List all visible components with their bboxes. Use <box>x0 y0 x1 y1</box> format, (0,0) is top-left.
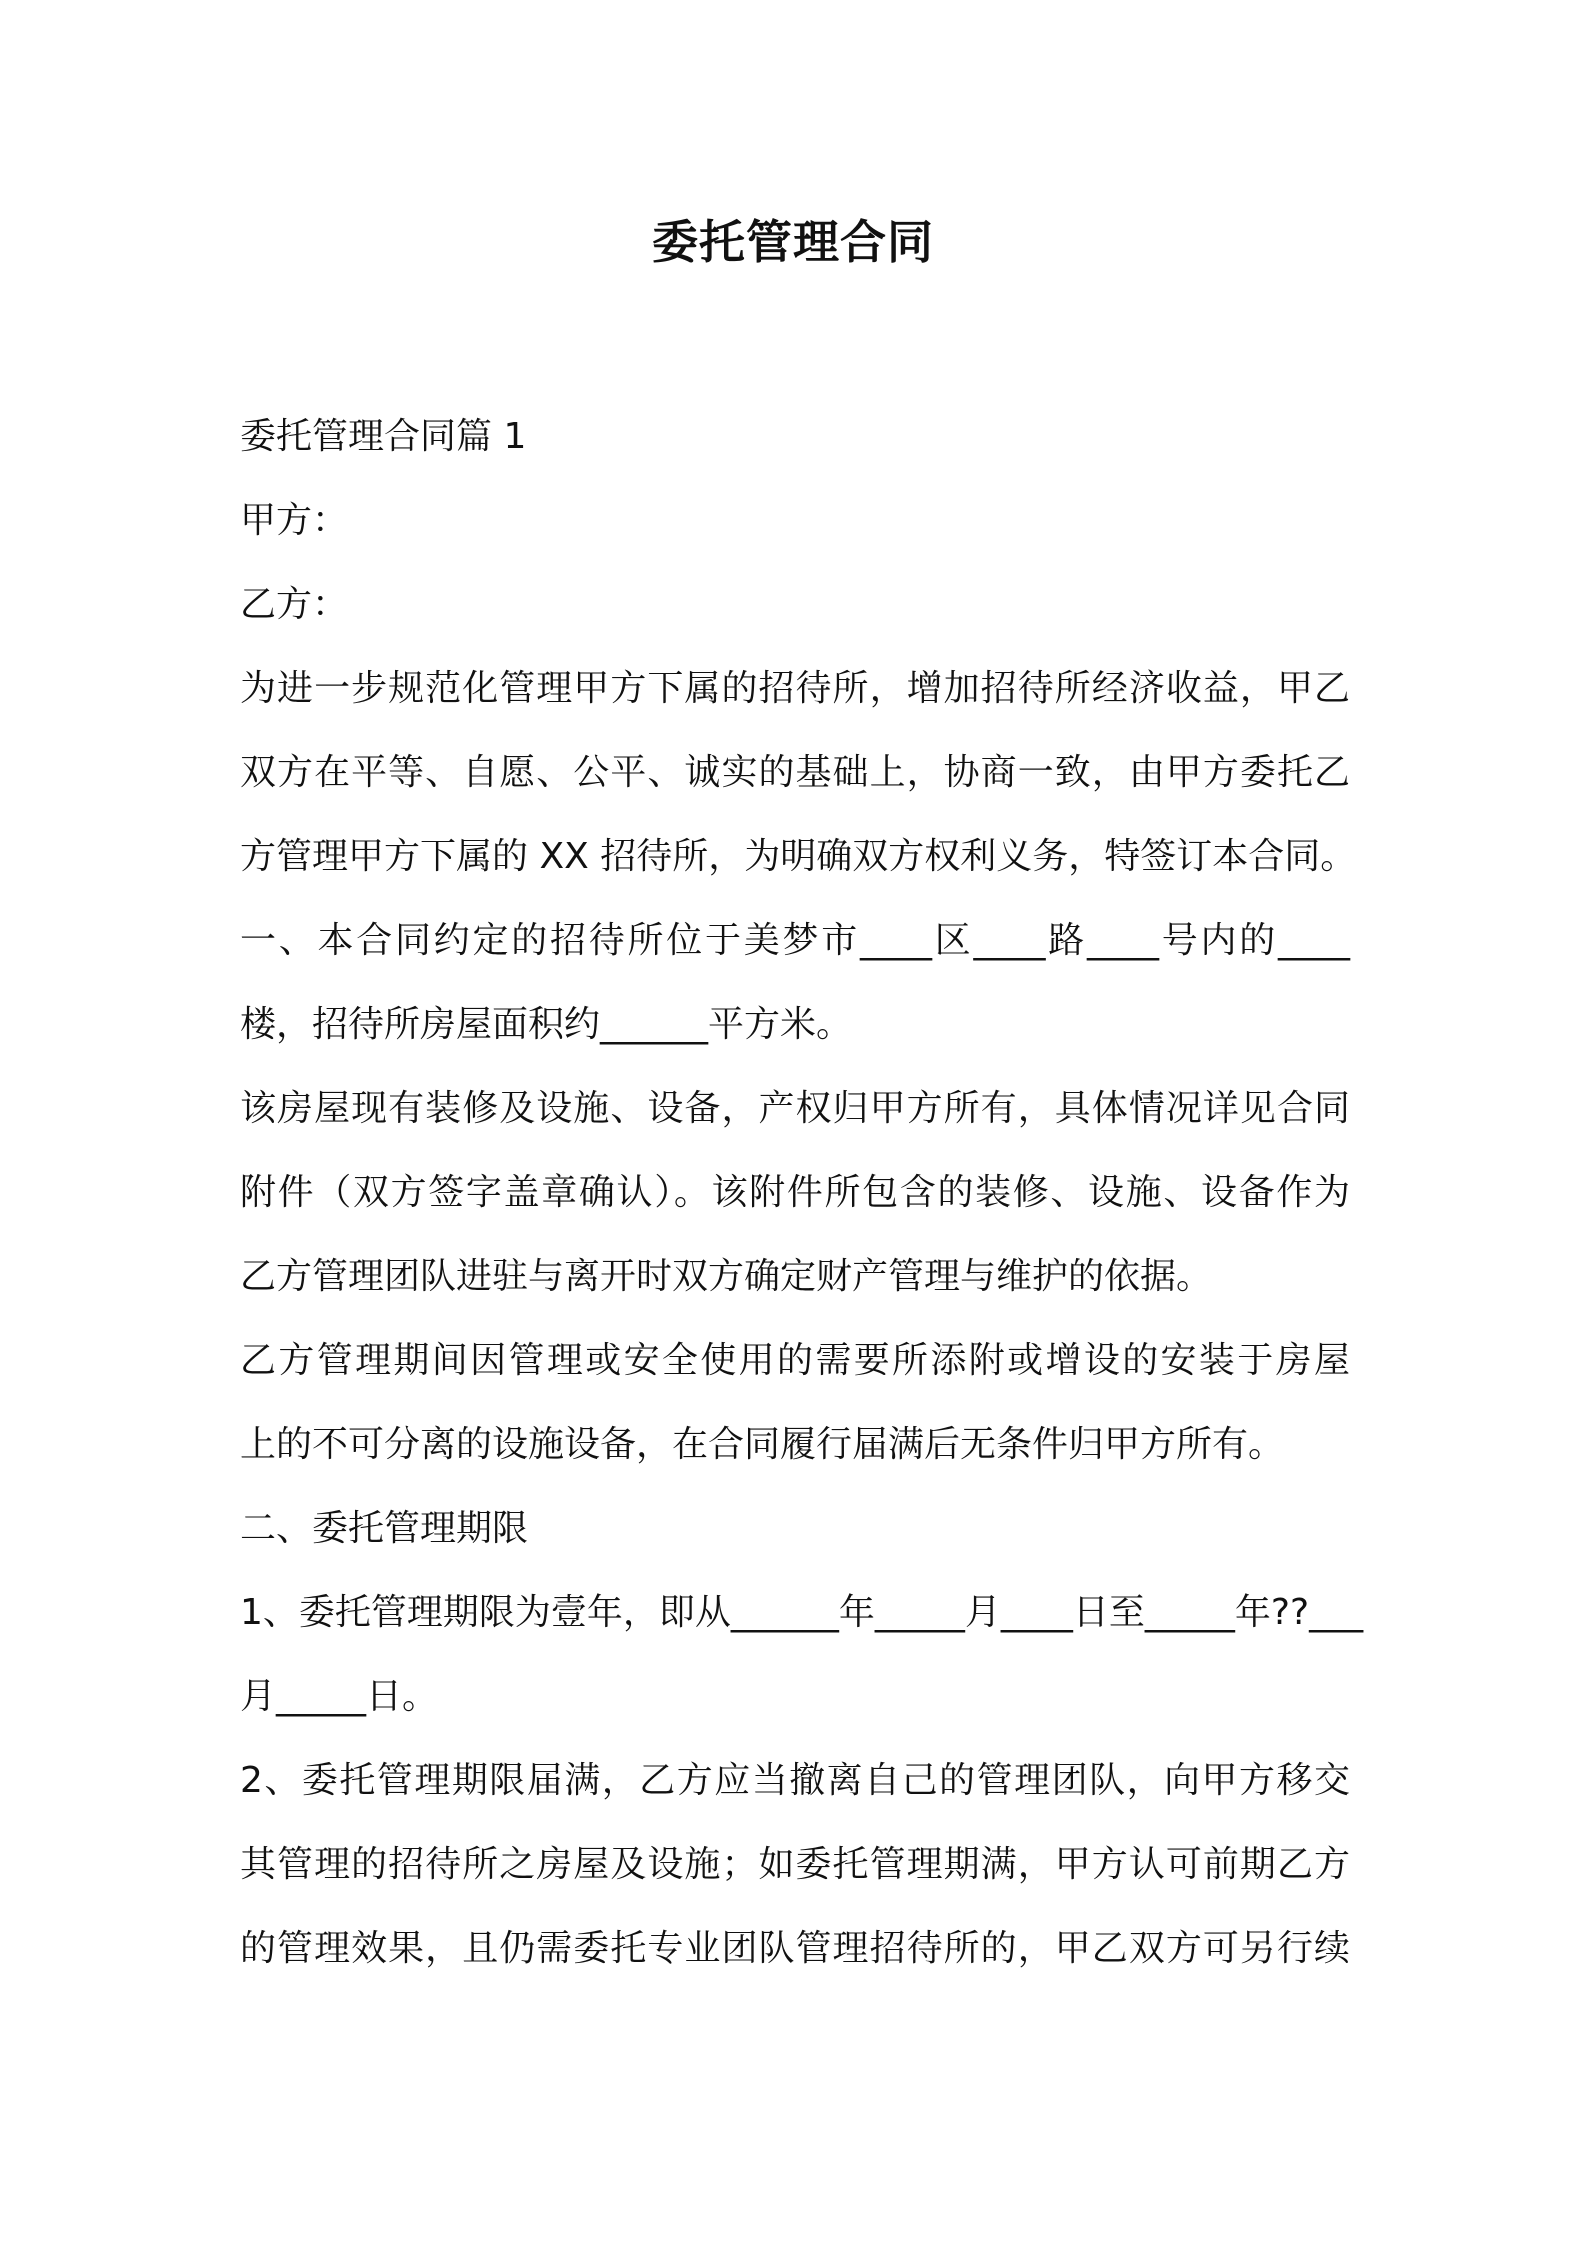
term-clause-line: 月_____日。 <box>240 1676 439 1717</box>
paragraph-line: 方管理甲方下属的 XX 招待所，为明确双方权利义务，特签订本合同。 <box>240 836 1357 877</box>
clause-one-line: 楼，招待所房屋面积约______平方米。 <box>240 1004 853 1045</box>
paragraph-line: 附件（双方签字盖章确认）。该附件所包含的装修、设施、设备作为 <box>240 1172 1350 1213</box>
term-clause-line: 2、委托管理期限届满，乙方应当撤离自己的管理团队，向甲方移交 <box>240 1760 1350 1801</box>
paragraph-line: 为进一步规范化管理甲方下属的招待所，增加招待所经济收益，甲乙 <box>240 668 1350 709</box>
section-heading-term: 二、委托管理期限 <box>240 1508 529 1549</box>
section-heading-part-1: 委托管理合同篇 1 <box>240 416 527 457</box>
paragraph-line: 乙方管理期间因管理或安全使用的需要所添附或增设的安装于房屋 <box>240 1340 1350 1381</box>
clause-one-line: 一、本合同约定的招待所位于美梦市____区____路____号内的____ <box>240 920 1350 961</box>
paragraph-line: 该房屋现有装修及设施、设备，产权归甲方所有，具体情况详见合同 <box>240 1088 1350 1129</box>
party-a-line: 甲方： <box>240 500 349 541</box>
paragraph-line: 双方在平等、自愿、公平、诚实的基础上，协商一致，由甲方委托乙 <box>240 752 1350 793</box>
paragraph-line: 乙方管理团队进驻与离开时双方确定财产管理与维护的依据。 <box>240 1256 1213 1297</box>
term-clause-line: 的管理效果，且仍需委托专业团队管理招待所的，甲乙双方可另行续 <box>240 1928 1350 1969</box>
party-b-line: 乙方： <box>240 584 349 625</box>
term-clause-line: 其管理的招待所之房屋及设施；如委托管理期满，甲方认可前期乙方 <box>240 1844 1350 1885</box>
term-clause-line: 1、委托管理期限为壹年，即从______年_____月____日至_____年??___ <box>240 1592 1364 1633</box>
paragraph-line: 上的不可分离的设施设备，在合同履行届满后无条件归甲方所有。 <box>240 1424 1285 1465</box>
document-title: 委托管理合同 <box>652 215 934 269</box>
